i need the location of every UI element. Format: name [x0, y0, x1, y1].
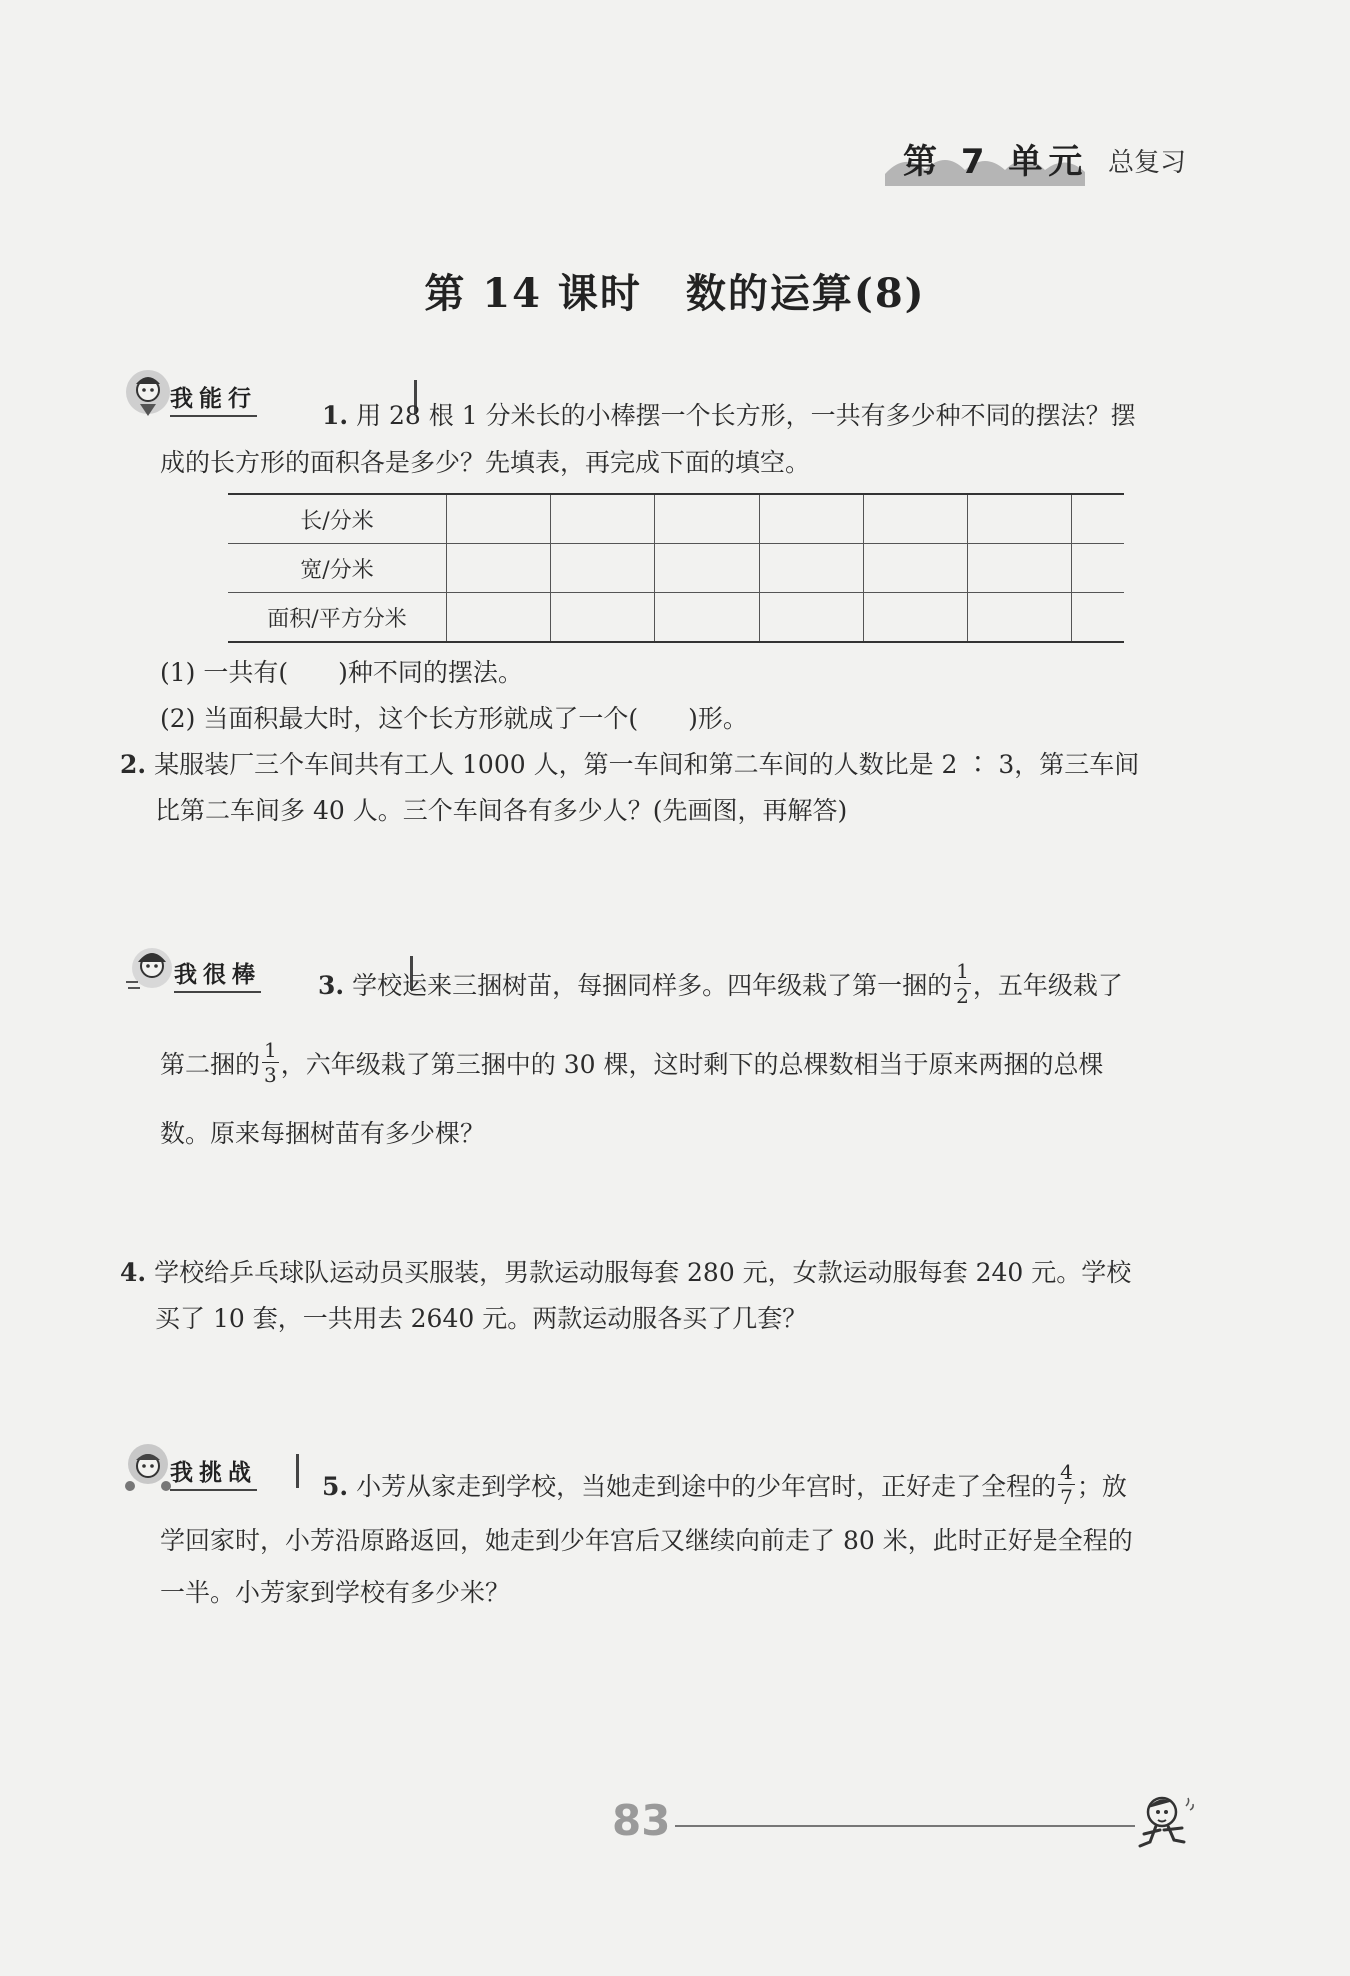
lesson-title: [0, 262, 1350, 319]
q5-line-2: 学回家时，小芳沿原路返回，她走到少年宫后又继续向前走了 80 米，此时正好是全程的: [160, 1526, 1133, 1555]
answer-cell[interactable]: [863, 494, 967, 544]
unit-title: 第 7 单元: [903, 142, 1089, 182]
answer-cell[interactable]: [863, 593, 967, 643]
q1-line-1: 1. 用 28 根 1 分米长的小棒摆一个长方形，一共有多少种不同的摆法？摆: [322, 401, 1136, 430]
boy-mascot-icon: [120, 1440, 176, 1496]
answer-cell[interactable]: [968, 494, 1072, 544]
q1-sub-1: (1) 一共有( )种不同的摆法。: [160, 658, 523, 687]
answer-cell[interactable]: [759, 593, 863, 643]
unit-header: [885, 128, 1089, 188]
row-header: 宽/分米: [228, 544, 447, 593]
badge-label: 我挑战: [170, 1454, 257, 1491]
fraction: $\frac{1}{3}$: [264, 1038, 277, 1087]
answer-cell[interactable]: [1072, 593, 1124, 643]
q4-line-1: 4. 学校给乒乓球队运动员买服装，男款运动服每套 280 元，女款运动服每套 240 元。学校: [120, 1258, 1132, 1287]
q1-line-2: 成的长方形的面积各是多少？先填表，再完成下面的填空。: [160, 448, 811, 477]
fraction: $\frac{1}{2}$: [956, 959, 969, 1008]
q3-line-1: 3. 学校运来三捆树苗，每捆同样多。四年级栽了第一捆的 $\frac{1}{2}$ ，五年级栽了: [318, 959, 1123, 1008]
answer-cell[interactable]: [1072, 544, 1124, 593]
answer-cell[interactable]: [759, 494, 863, 544]
answer-cell[interactable]: [447, 544, 551, 593]
answer-cell[interactable]: [863, 544, 967, 593]
answer-cell[interactable]: [655, 494, 759, 544]
row-header: 长/分米: [228, 494, 447, 544]
answer-cell[interactable]: [447, 494, 551, 544]
answer-cell[interactable]: [968, 544, 1072, 593]
table-row: [228, 593, 1124, 643]
answer-cell[interactable]: [759, 544, 863, 593]
answer-cell[interactable]: [551, 593, 655, 643]
answer-cell[interactable]: [655, 593, 759, 643]
q3-line-2: 第二捆的 $\frac{1}{3}$ ，六年级栽了第三捆中的 30 棵，这时剩下的总棵数相当于原来两捆的总棵: [160, 1038, 1104, 1087]
answer-cell[interactable]: [655, 544, 759, 593]
fraction: $\frac{4}{7}$: [1060, 1460, 1073, 1509]
answer-cell[interactable]: [447, 593, 551, 643]
unit-subtitle: 总复习: [1108, 148, 1187, 178]
q2-line-1: 2. 某服装厂三个车间共有工人 1000 人，第一车间和第二车间的人数比是 2 ∶ 3，第三车间: [120, 750, 1140, 779]
q5-line-1: 5. 小芳从家走到学校，当她走到途中的少年宫时，正好走了全程的 $\frac{4}{7}$ ；放: [322, 1460, 1127, 1509]
lesson-number: 第 14 课时: [424, 270, 642, 317]
question-number: 5.: [322, 1472, 349, 1501]
badge-label: 我很棒: [174, 956, 261, 993]
question-number: 2.: [120, 750, 147, 779]
question-number: 1.: [322, 401, 349, 430]
answer-cell[interactable]: [968, 593, 1072, 643]
row-header: 面积/平方分米: [228, 593, 447, 643]
girl-mascot-icon: [120, 366, 176, 422]
answer-cell[interactable]: [551, 544, 655, 593]
answer-cell[interactable]: [1072, 494, 1124, 544]
table-row: [228, 544, 1124, 593]
badge-label: 我能行: [170, 380, 257, 417]
answer-table: [228, 493, 1124, 643]
question-number: 4.: [120, 1258, 147, 1287]
q4-line-2: 买了 10 套，一共用去 2640 元。两款运动服各买了几套？: [155, 1304, 808, 1333]
running-boy-icon: [1130, 1790, 1200, 1860]
lesson-topic: 数的运算(8): [685, 270, 926, 317]
table-row: [228, 494, 1124, 544]
answer-cell[interactable]: [551, 494, 655, 544]
q2-line-2: 比第二车间多 40 人。三个车间各有多少人？(先画图，再解答): [155, 796, 848, 825]
footer-divider: [675, 1825, 1135, 1827]
q1-sub-2: (2) 当面积最大时，这个长方形就成了一个( )形。: [160, 704, 748, 733]
q5-line-3: 一半。小芳家到学校有多少米？: [160, 1578, 511, 1607]
girl-mascot-icon: [124, 942, 180, 998]
page-number: 83: [612, 1796, 671, 1845]
question-number: 3.: [318, 971, 345, 1000]
q3-line-3: 数。原来每捆树苗有多少棵？: [160, 1119, 486, 1148]
